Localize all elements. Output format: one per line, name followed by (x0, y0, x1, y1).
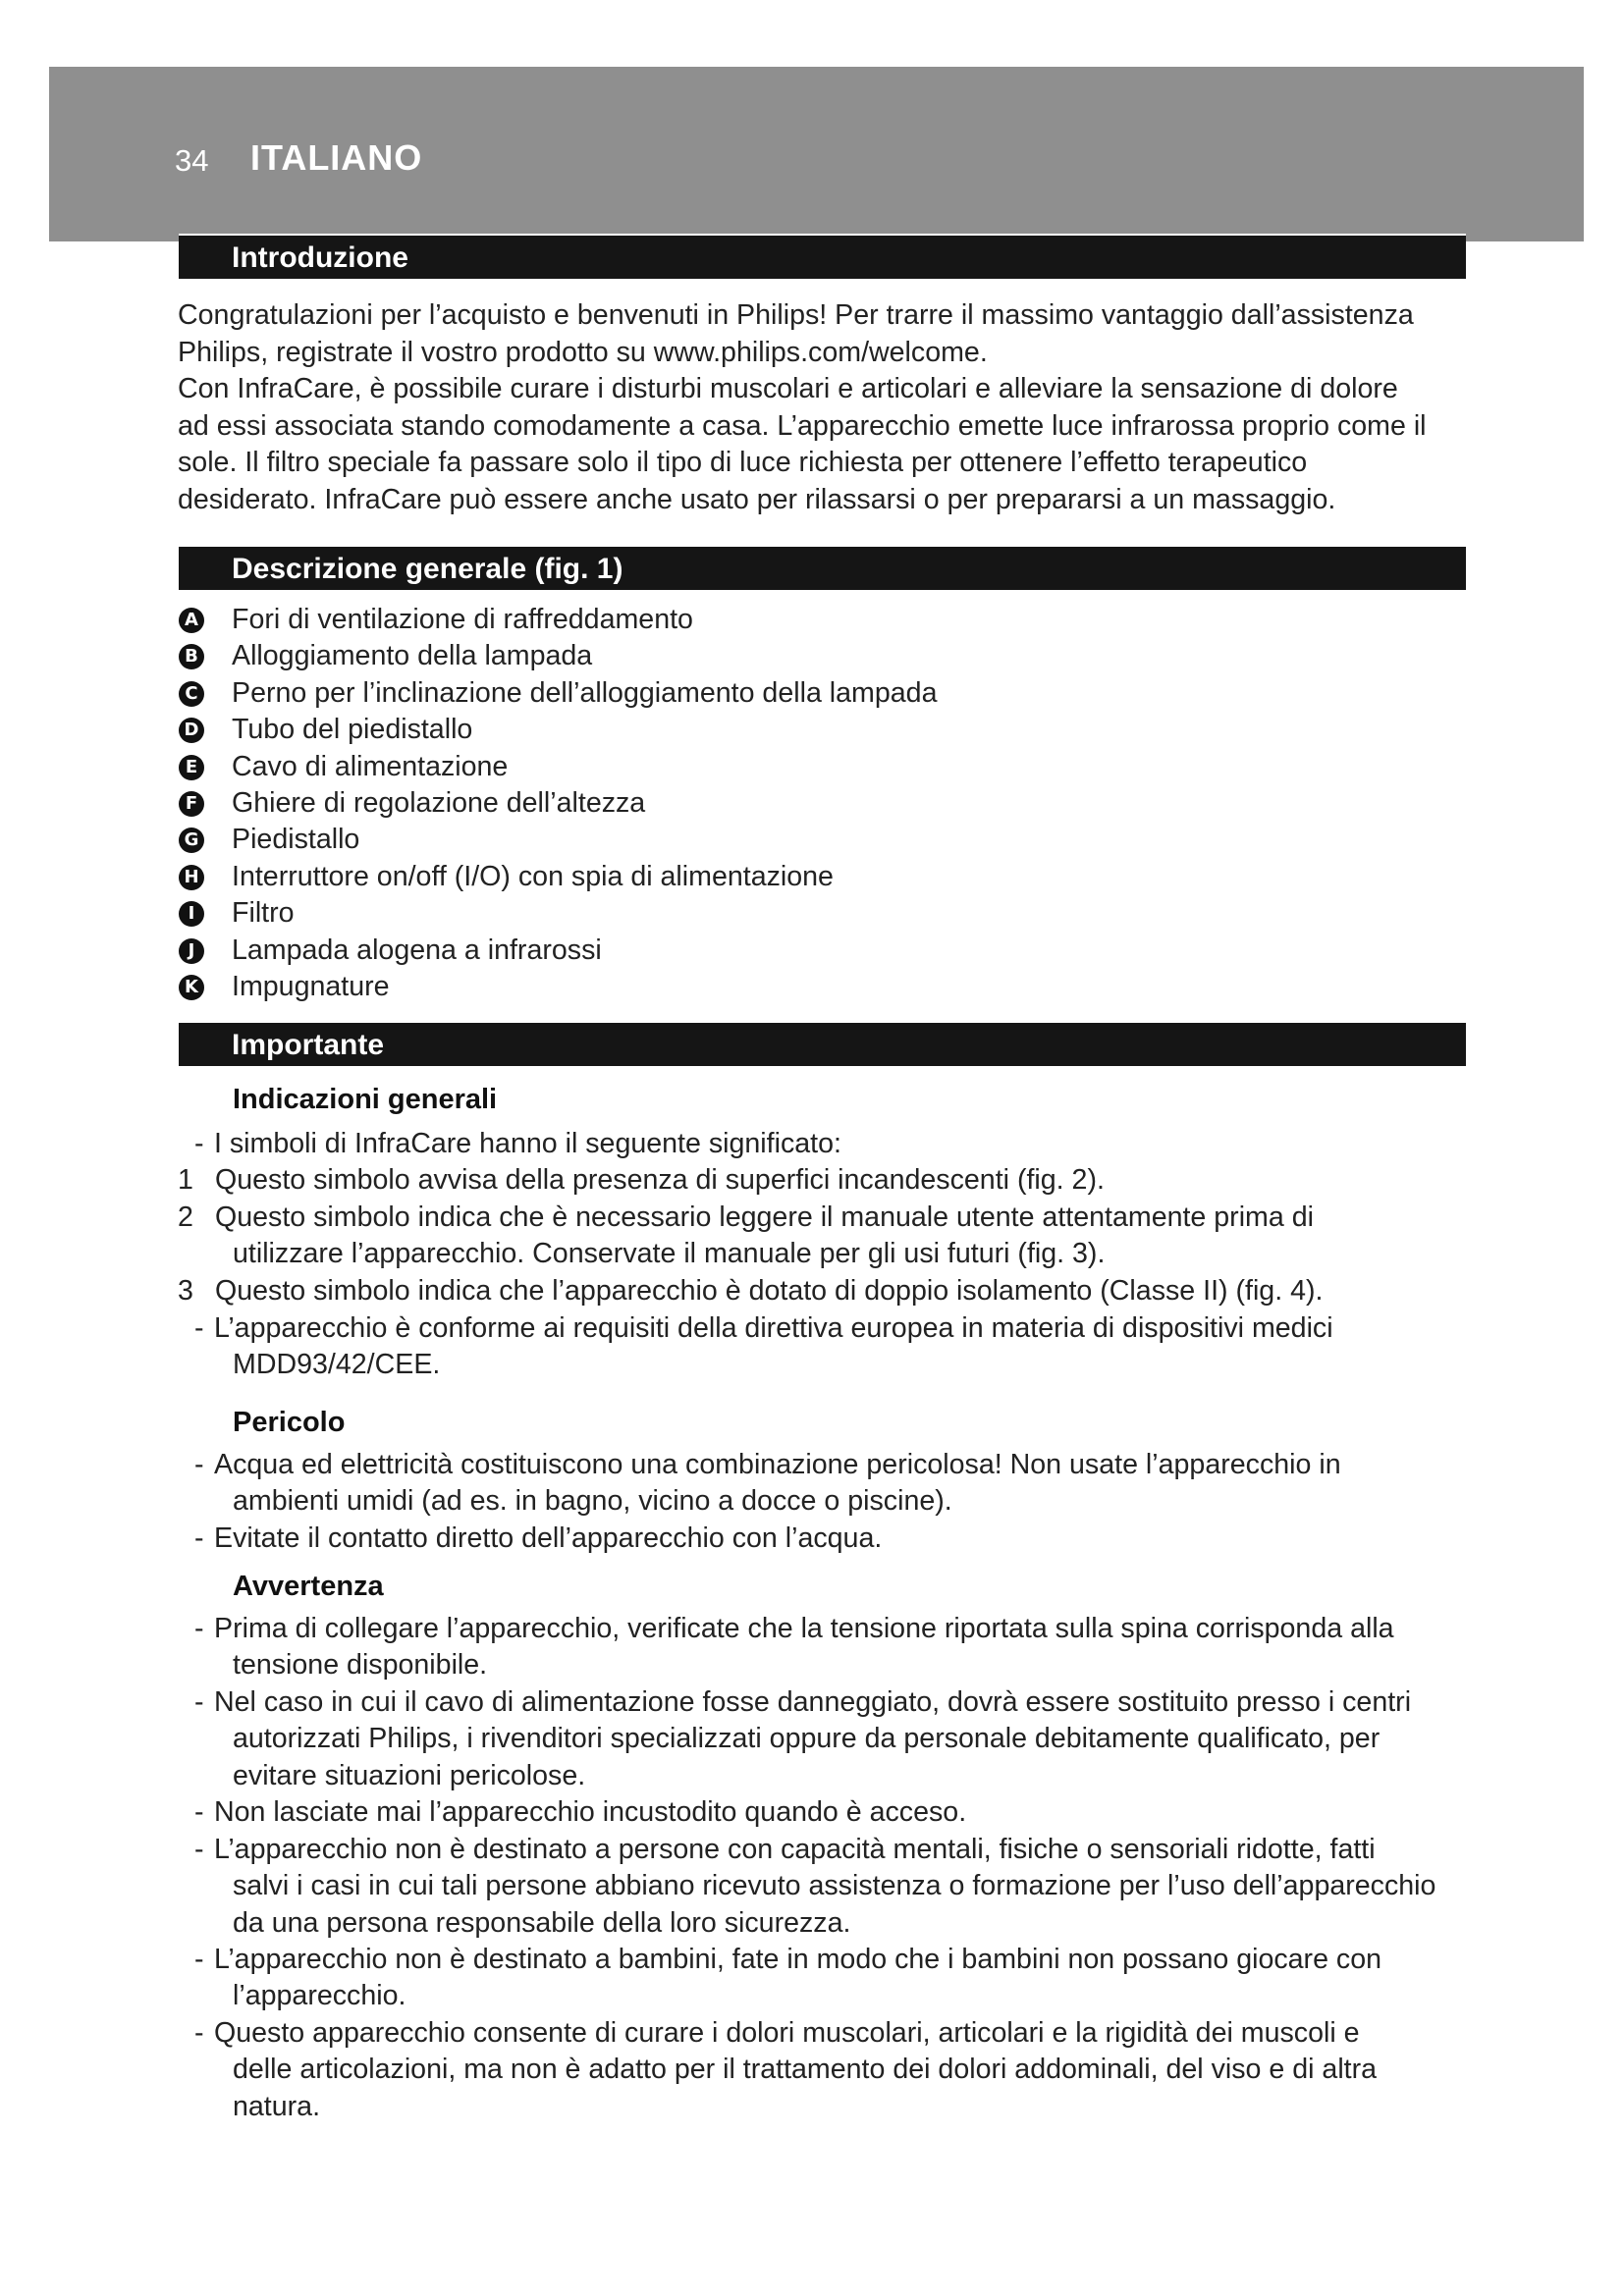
part-label: Alloggiamento della lampada (232, 640, 593, 672)
letter-badge: D (179, 718, 204, 743)
bullet-text-cont: evitare situazioni pericolose. (233, 1759, 586, 1791)
section-bar-intro (179, 234, 1466, 279)
list-item (177, 638, 937, 674)
item-number: 2 (178, 1201, 193, 1233)
part-label: Perno per l’inclinazione dell’alloggiamento della lampada (232, 676, 938, 709)
bullet-text: L’apparecchio non è destinato a bambini, fate in modo che i bambini non possano giocare con (214, 1944, 1382, 1975)
bullet-marker: - (194, 1613, 204, 1644)
intro-line: desiderato. InfraCare può essere anche usato per rilassarsi o per prepararsi a un massaggio. (178, 483, 1336, 515)
section-title-important: Importante (232, 1029, 385, 1061)
letter-badge: I (179, 901, 204, 927)
letter-badge: E (179, 755, 204, 780)
bullet-marker: - (194, 1686, 204, 1718)
intro-paragraph (178, 297, 1474, 518)
item-number: 3 (178, 1275, 193, 1307)
list-item (177, 859, 937, 895)
bullet-marker: - (194, 2017, 204, 2049)
list-item (177, 895, 937, 932)
part-label: Ghiere di regolazione dell’altezza (232, 786, 646, 819)
list-item (177, 969, 937, 1005)
intro-line: sole. Il filtro speciale fa passare solo il tipo di luce richiesta per ottenere l’effetto terapeutico (178, 447, 1308, 478)
part-label: Fori di ventilazione di raffreddamento (232, 604, 693, 635)
list-item (177, 712, 937, 748)
list-item (177, 602, 937, 638)
subheading-general: Indicazioni generali (233, 1084, 498, 1115)
part-label: Lampada alogena a infrarossi (232, 934, 602, 966)
bullet-text-cont: tensione disponibile. (233, 1649, 488, 1682)
intro-line: Con InfraCare, è possibile curare i disturbi muscolari e articolari e alleviare la sensazione di dolore (178, 373, 1398, 404)
bullet-marker: - (194, 1796, 204, 1828)
bullet-text: Nel caso in cui il cavo di alimentazione fosse danneggiato, dovrà essere sostituito presso i centri (214, 1686, 1412, 1718)
part-label: Piedistallo (232, 824, 360, 856)
bullet-text-cont: MDD93/42/CEE. (233, 1349, 441, 1381)
bullet-marker: - (194, 1522, 204, 1554)
item-text-cont: utilizzare l’apparecchio. Conservate il manuale per gli usi futuri (fig. 3). (233, 1238, 1106, 1270)
list-item (177, 675, 937, 712)
list-item (177, 822, 937, 858)
part-label: Filtro (232, 897, 295, 930)
bullet-marker: - (194, 1128, 204, 1159)
part-label: Cavo di alimentazione (232, 750, 509, 782)
bullet-marker: - (194, 1312, 204, 1344)
part-label: Tubo del piedistallo (232, 714, 473, 746)
letter-badge: K (179, 975, 204, 1000)
intro-line: ad essi associata stando comodamente a casa. L’apparecchio emette luce infrarossa proprio come il (178, 409, 1427, 442)
bullet-text-cont: natura. (233, 2090, 321, 2122)
bullet-text: L’apparecchio è conforme ai requisiti della direttiva europea in materia di dispositivi medici (214, 1312, 1333, 1344)
section-bar-important (179, 1021, 1466, 1066)
bullet-text-cont: autorizzati Philips, i rivenditori specializzati oppure da personale debitamente qualificato, per (233, 1723, 1380, 1755)
bullet-marker: - (194, 1944, 204, 1975)
bullet-text-cont: ambienti umidi (ad es. in bagno, vicino a docce o piscine). (233, 1485, 952, 1518)
section-title-intro: Introduzione (232, 241, 408, 274)
subheading-danger: Pericolo (233, 1407, 346, 1438)
subheading-warning: Avvertenza (233, 1571, 384, 1602)
section-title-overview: Descrizione generale (fig. 1) (232, 553, 623, 585)
bullet-text: I simboli di InfraCare hanno il seguente significato: (214, 1128, 841, 1159)
bullet-text: Prima di collegare l’apparecchio, verificate che la tensione riportata sulla spina corrisponda alla (214, 1613, 1394, 1644)
letter-badge: G (179, 828, 204, 853)
language-title: ITALIANO (250, 137, 423, 178)
list-item (177, 749, 937, 785)
letter-badge: B (179, 644, 204, 669)
letter-badge: C (179, 681, 204, 707)
bullet-text-cont: l’apparecchio. (233, 1980, 406, 2012)
bullet-text-cont: delle articolazioni, ma non è adatto per il trattamento dei dolori addominali, del viso e di altra (233, 2054, 1378, 2086)
page-number: 34 (175, 143, 209, 178)
item-text: Questo simbolo indica che l’apparecchio è dotato di doppio isolamento (Classe II) (fig. 4). (215, 1275, 1324, 1307)
bullet-text: Non lasciate mai l’apparecchio incustodito quando è acceso. (214, 1796, 967, 1828)
letter-badge: H (179, 865, 204, 890)
bullet-marker: - (194, 1449, 204, 1480)
intro-line: Congratulazioni per l’acquisto e benvenuti in Philips! Per trarre il massimo vantaggio dall’assistenza (178, 299, 1414, 331)
parts-list (177, 602, 937, 1005)
bullet-text-cont: da una persona responsabile della loro sicurezza. (233, 1906, 851, 1939)
item-number: 1 (178, 1164, 193, 1196)
item-text: Questo simbolo avvisa della presenza di superfici incandescenti (fig. 2). (215, 1164, 1105, 1196)
item-text: Questo simbolo indica che è necessario leggere il manuale utente attentamente prima di (215, 1201, 1314, 1233)
list-item (177, 933, 937, 969)
section-bar-overview (179, 545, 1466, 590)
intro-line: Philips, registrate il vostro prodotto su www.philips.com/welcome. (178, 336, 988, 368)
part-label: Interruttore on/off (I/O) con spia di alimentazione (232, 860, 834, 892)
bullet-text: Questo apparecchio consente di curare i dolori muscolari, articolari e la rigidità dei muscoli e (214, 2017, 1360, 2049)
bullet-text: Evitate il contatto diretto dell’apparecchio con l’acqua. (214, 1522, 883, 1554)
bullet-marker: - (194, 1834, 204, 1865)
list-item (177, 785, 937, 822)
bullet-text-cont: salvi i casi in cui tali persone abbiano ricevuto assistenza o formazione per l’uso dell’apparecchio (233, 1870, 1436, 1902)
letter-badge: J (179, 938, 204, 964)
part-label: Impugnature (232, 970, 390, 1002)
bullet-text: Acqua ed elettricità costituiscono una combinazione pericolosa! Non usate l’apparecchio in (214, 1449, 1341, 1480)
letter-badge: A (179, 608, 204, 633)
bullet-text: L’apparecchio non è destinato a persone con capacità mentali, fisiche o sensoriali ridotte, fatti (214, 1834, 1376, 1865)
letter-badge: F (179, 791, 204, 817)
